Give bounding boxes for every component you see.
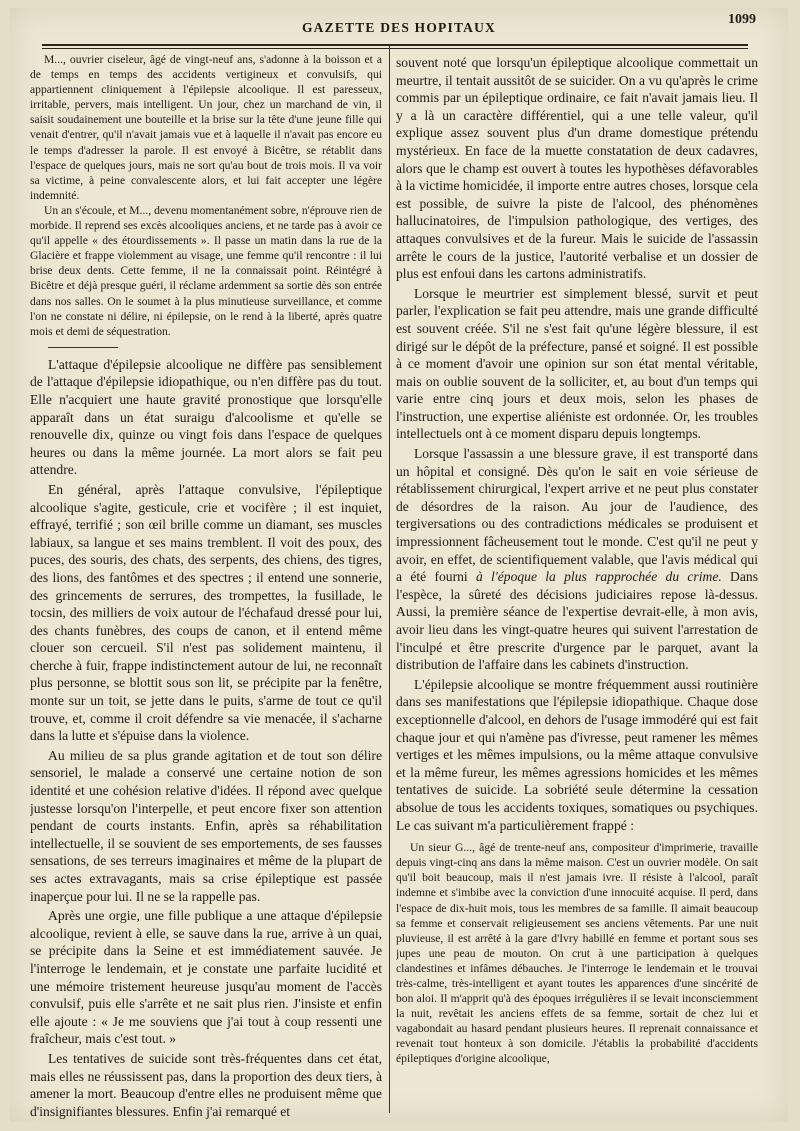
case-separator-rule [48, 347, 118, 348]
paragraph-text: Lorsque l'assassin a une blessure grave, il est transporté dans un hôpital et consigné. Dès qu'on le sait en voie sérieuse de rétablissement chirurgical, l'expert arrive et ne peut plus constater de désordres de la raison. Au jour de l'audience, des tergiversations ou des contradictions médicales se produisent et impressionnent fâcheusement tout le monde. C'est qu'il ne peut y avoir, en effet, de scientifiquement valable, que l'avis médical qui a été fourni [396, 446, 758, 585]
body-paragraph-with-emphasis [396, 445, 758, 674]
emphasized-text: à l'époque la plus rapprochée du crime. [475, 569, 722, 585]
body-paragraph: Lorsque le meurtrier est simplement blessé, survit et peut parler, l'explication se fait peu attendre, mais une grande difficulté est souvent créée. S'il ne s'est fait qu'une légère blessure, il est dirigé sur le dépôt de la préfecture, pansé et soigné. Il est possible à ce moment d'avoir une opinion sur son état mental véritable, mais on oublie souvent de la solliciter, et, au bout d'un temps qui varie entre cinq jours et deux mois, selon les phases de l'instruction, une expertise aliéniste est ordonnée. Or, les troubles intellectuels ont à ce moment disparu depuis longtemps. [396, 285, 758, 442]
header-rule-thin [42, 48, 748, 49]
case-report-paragraph: M..., ouvrier ciseleur, âgé de vingt-neuf ans, s'adonne à la boisson et a de temps en temps des accidents vertigineux et convulsifs, qui appartiennent cliniquement à l'épilepsie alcoolique. Il est paresseux, irritable, pervers, mais intelligent. Un jour, chez un marchand de vin, il saisit soudainement une bouteille et la brise sur la tête d'une jeune fille qui venait d'entrer, qu'il n'avait jamais vue et à laquelle il n'avait pas encore eu le temps d'adresser la parole. Il est envoyé à Bicêtre, se rétablit dans l'espace de quelques jours, mais ne sort qu'au bout de trois mois. Il va voir sa victime, à peine convalescente alors, et lui fait accepter une légère indemnité. [30, 53, 382, 202]
body-paragraph: souvent noté que lorsqu'un épileptique alcoolique commettait un meurtre, il tentait aussitôt de se suicider. On a vu qu'après le crime commis par un épileptique ordinaire, ce fait n'avait jamais lieu. Il y a là un caractère différentiel, qui a une telle valeur, qu'il explique assez souvent plus d'un drame domestique prétendu mystérieux. En face de la muette constatation de deux cadavres, alors que le champ est ouvert à toutes les hypothèses défavorables à la victime homicidée, il importe entre autres choses, lorsque cela est possible, de suivre la piste de l'alcool, des phénomènes hallucinatoires, de l'impulsion pathologique, des vertiges, des attaques convulsives et de la fureur. Mais le suicide de l'assassin arrête le cours de la justice, l'autorité verbalise et un dossier de plus est enfoui dans les cartons administratifs. [396, 55, 758, 282]
page-header [14, 10, 784, 42]
body-paragraph: En général, après l'attaque convulsive, l'épileptique alcoolique s'agite, gesticule, crie et vocifère ; il est inquiet, effrayé, terrifié ; son œil brille comme un diamant, ses muscles labiaux, sa langue et ses mains tremblent. Il voit des poux, des puces, des souris, des chats, des serpents, des chiens, des tigres, des lions, des fantômes et des spectres ; il entend une sonnerie, des grincements de serrures, des trompettes, la fusillade, le tocsin, des milliers de voix autour de l'échafaud dressé pour lui, des chants funèbres, des coups de canon, et il entend même clouer son cercueil. S'il n'est pas solidement maintenu, il cherche à fuir, frappe indistinctement autour de lui, ne reconnaît plus personne, se blottit sous son lit, se précipite par la fenêtre, monte sur un toit, se jette dans le puits, s'arme de tout ce qu'il trouve, et, comme il croit défendre sa vie menacée, il s'acharne dans la lutte et s'épuise dans la violence. [30, 481, 382, 744]
running-title: GAZETTE DES HOPITAUX [301, 20, 497, 35]
header-rule [42, 44, 748, 46]
right-column [396, 52, 758, 1119]
case-report-paragraph: Un sieur G..., âgé de trente-neuf ans, compositeur d'imprimerie, travaille depuis vingt-cinq ans dans la même maison. C'est un ouvrier modèle. On sait qu'il boit beaucoup, mais il n'est jamais ivre. Il résiste à l'alcool, paraît indemne et s'imbibe avec la conviction d'une innocuité acquise. Il perd, dans l'espace de dix-huit mois, tous les membres de sa famille. Il aimait beaucoup sa femme et conservait religieusement ses anciens vêtements. Par une nuit pluvieuse, il est arrêté à la gare d'Ivry habillé en femme et portant sous ses jupes une peau de mouton. On crut à une participation à quelques clandestines et infâmes débauches. Je l'interroge le lendemain et le trouvai très-calme, très-intelligent et ayant toutes les apparences d'une sincérité de bon aloi. Il m'apprit qu'à des époques irrégulières il se levait inconsciemment la nuit, revêtait les anciens effets de sa femme, sortait de chez lui et vagabondait au hasard pendant plusieurs heures. Il reprenait connaissance et revenait tout honteux à son domicile. J'établis la probabilité d'accidents épileptiques d'origine alcoolique, [396, 841, 758, 1066]
body-paragraph: Après une orgie, une fille publique a une attaque d'épilepsie alcoolique, revient à elle, se sauve dans la rue, arrive à un quai, se précipite dans la Seine et est immédiatement sauvée. Je l'interroge le lendemain, et je constate une parfaite lucidité et une mémoire tristement heureuse jusqu'au moment de l'accès convulsif, puis elle s'arrête et ne sait plus rien. J'insiste et enfin elle ajoute : « Je me souviens que j'ai tout à coup ressenti une fraîcheur, mais c'est tout. » [30, 908, 382, 1047]
body-paragraph: Au milieu de sa plus grande agitation et de tout son délire sensoriel, le malade a conservé une certaine notion de son identité et une cohésion relative d'idées. Il répond avec quelque justesse lorsqu'on l'interpelle, et peut encore fixer son attention pendant de courts instants. Enfin, après sa réhabilitation intellectuelle, il se souvient de ses emportements, de ses fausses sensations, de ses terreurs imaginaires et même de la plupart de ses actes extravagants, mais sa crise épileptique est passée inaperçue pour lui. Il ne se la rappelle pas. [30, 747, 382, 904]
body-paragraph: L'épilepsie alcoolique se montre fréquemment aussi routinière dans ses manifestations que l'épilepsie idiopathique. Chaque dose exceptionnelle d'alcool, en dehors de l'usage immodéré qui est fait chaque jour et qui n'amène pas d'ivresse, peut ramener les mêmes vertiges et les mêmes impulsions, ou la même attaque convulsive et la même fureur, les mêmes agressions homicides et les mêmes tentatives de suicide. La sobriété seule détermine la cessation absolue de tous les accidents toxiques, somatiques ou psychiques. Le cas suivant m'a particulièrement frappé : [396, 676, 758, 833]
column-divider [389, 46, 390, 1113]
paragraph-text: Dans l'espèce, la sûreté des décisions judiciaires repose là-dessus. Aussi, la première séance de l'expertise devrait-elle, à mon avis, avoir lieu dans les vingt-quatre heures qui suivent l'arrestation de l'inculpé et être prescrite d'urgence par le parquet, avant la distribution de l'affaire dans les cabinets d'instruction. [396, 569, 758, 673]
body-paragraph: Les tentatives de suicide sont très-fréquentes dans cet état, mais elles ne réussissent pas, dans la proportion des deux tiers, à amener la mort. Beaucoup d'entre elles ne produisent même que d'insignifiantes blessures. Enfin j'ai remarqué et [30, 1050, 382, 1119]
page-number: 1099 [728, 12, 756, 27]
left-column [30, 52, 382, 1119]
case-report-paragraph: Un an s'écoule, et M..., devenu momentanément sobre, n'éprouve rien de morbide. Il reprend ses excès alcooliques anciens, et ne tarde pas à avoir ce qu'il appelle « des étourdissements ». Il passe un matin dans la rue de la Glacière et frappe violemment au visage, une femme qu'il rencontre : il lui brise deux dents. Cette femme, il ne la connaissait point. Réintégré à Bicêtre et déjà presque guéri, il réclame ardemment sa sortie dès son entrée dans nos salles. On le soumet à la plus minutieuse surveillance, et comme l'on ne constate ni délire, ni épilepsie, on le rend à la liberté, après quatre mois et demi de séquestration. [30, 203, 382, 338]
body-paragraph: L'attaque d'épilepsie alcoolique ne diffère pas sensiblement de l'attaque d'épilepsie idiopathique, ou n'en diffère pas du tout. Elle n'acquiert une haute gravité pronostique que lorsqu'elle apparaît dans un état suraigu d'alcoolisme et qu'elle se renouvelle dix, quinze ou vingt fois dans l'espace de quelques heures ou dans la même journée. La mort alors se fait peu attendre. [30, 356, 382, 478]
